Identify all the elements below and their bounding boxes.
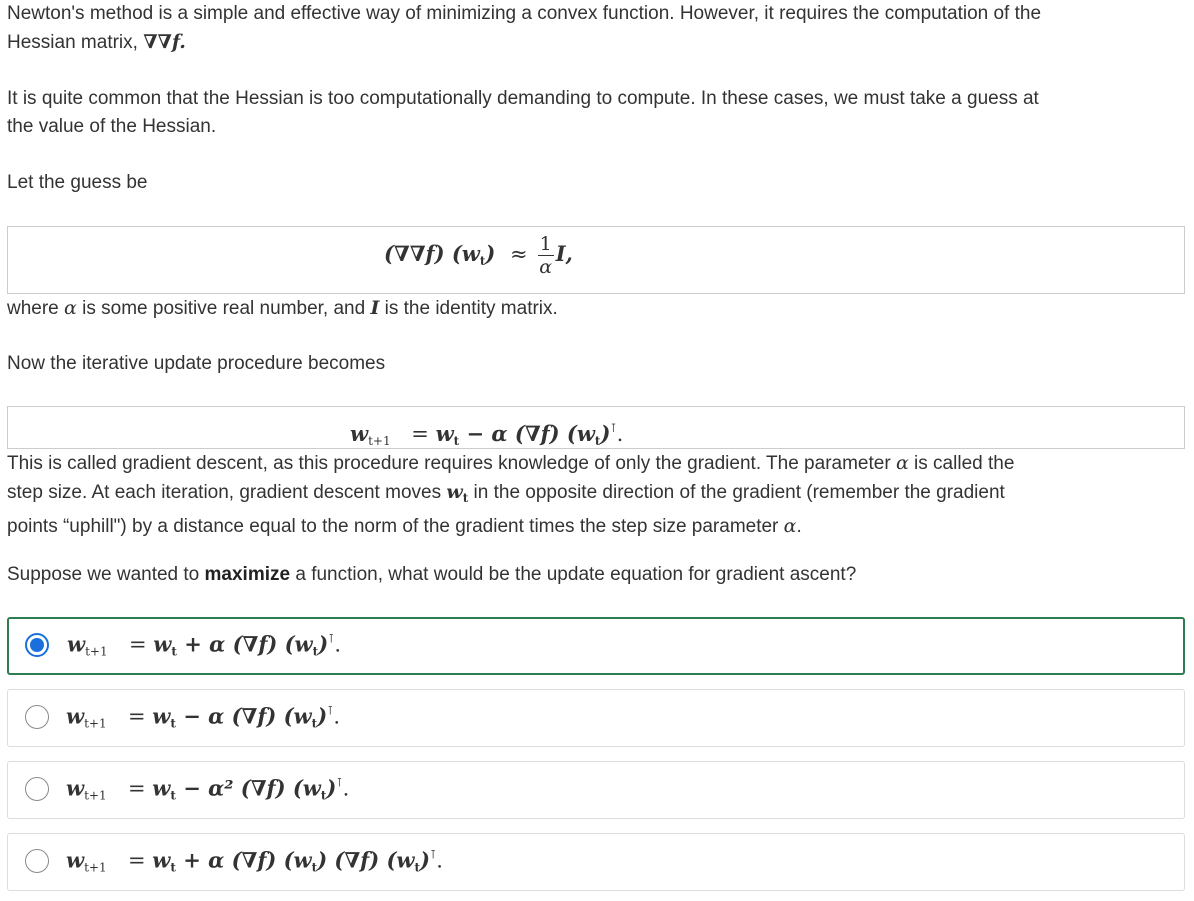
eq1-lhs-close: ) (485, 241, 496, 266)
opt2-sub2: t (311, 716, 318, 731)
opt4-tail: ) (420, 847, 430, 873)
radio-unselected-icon[interactable] (25, 705, 49, 729)
answer-option-2[interactable] (7, 689, 1185, 747)
opt2-w-sub: t (170, 716, 176, 731)
identity-symbol: I (370, 297, 380, 319)
where-text-b: is some positive real number, and (76, 298, 371, 319)
eq1-lhs: (∇∇f) (w (384, 241, 480, 266)
question-text-a: Suppose we wanted to (7, 564, 205, 585)
opt4-close: ) (∇f) (w (317, 847, 415, 873)
opt2-close: ) (317, 703, 328, 729)
gd-alpha-1: α (895, 452, 909, 474)
opt1-end: . (334, 632, 342, 657)
opt3-lhs: w (66, 775, 85, 801)
opt3-equals: = (128, 776, 153, 801)
opt3-w-sub: t (170, 788, 176, 803)
guess-text: Let the guess be (7, 172, 148, 193)
gd-w-symbol: w (446, 481, 463, 503)
opt2-w: w (152, 703, 171, 729)
eq2-lhs-sub: t+1 (368, 434, 391, 448)
opt3-transpose: ⊺ (336, 775, 343, 790)
opt4-sub2: t (311, 860, 318, 875)
opt4-equals: = (128, 848, 153, 873)
hessian-symbol: ∇∇f. (143, 31, 186, 53)
opt1-sub2: t (312, 644, 319, 659)
gd-alpha-2: α (783, 515, 797, 537)
eq1-lhs-sub: t (479, 254, 486, 268)
opt1-lhs-sub: t+1 (85, 644, 108, 659)
radio-unselected-icon[interactable] (25, 777, 49, 801)
opt4-lhs: w (66, 847, 85, 873)
opt4-w-sub: t (170, 860, 176, 875)
alpha-symbol: α (64, 297, 77, 319)
opt1-close: ) (318, 631, 329, 657)
option-4-equation (66, 841, 443, 882)
option-1-equation (67, 625, 341, 666)
radio-selected-icon[interactable] (25, 633, 49, 657)
answer-option-1[interactable] (7, 617, 1185, 675)
intro-line-2: Hessian matrix, (7, 32, 144, 53)
opt4-op: + α (∇f) (w (175, 847, 312, 873)
option-3-equation (66, 769, 349, 810)
question-text-b: a function, what would be the update equation for gradient ascent? (290, 564, 857, 585)
eq2-lhs: w (350, 421, 369, 446)
opt2-end: . (333, 704, 341, 729)
intro-line-1: Newton's method is a simple and effective way of minimizing a convex function. However, it requires the computation of the (7, 3, 1042, 24)
eq2-rhs-rest: − α (∇f) (w (459, 421, 595, 446)
hessian-approx-equation-box (7, 226, 1185, 294)
opt2-lhs-sub: t+1 (84, 716, 107, 731)
gd-line1-b: is called the (908, 453, 1015, 474)
guess-paragraph (7, 169, 1185, 197)
eq2-end: . (616, 422, 624, 446)
eq1-rhs: I, (555, 241, 573, 266)
eq1-frac-num: 1 (539, 233, 552, 255)
opt3-w: w (152, 775, 171, 801)
eq2-equals: = (411, 422, 436, 446)
opt1-lhs: w (67, 631, 86, 657)
eq2-rhs-sub: t (453, 434, 460, 448)
update-intro-text: Now the iterative update procedure becomes (7, 353, 386, 374)
where-text-c: is the identity matrix. (379, 298, 558, 319)
opt1-op: + α (∇f) (w (176, 631, 313, 657)
opt2-equals: = (128, 704, 153, 729)
hessian-approx-equation (384, 233, 573, 278)
opt4-w: w (152, 847, 171, 873)
where-paragraph (7, 294, 1185, 323)
eq2-rhs-close: ) (600, 421, 611, 446)
radio-unselected-icon[interactable] (25, 849, 49, 873)
opt3-end: . (342, 776, 350, 801)
descent-equation-box (7, 406, 1185, 449)
opt1-equals: = (129, 632, 154, 657)
opt2-op: − α (∇f) (w (175, 703, 312, 729)
opt1-w-sub: t (171, 644, 177, 659)
opt2-lhs: w (66, 703, 85, 729)
eq1-approx: ≈ (510, 242, 528, 266)
gradient-descent-paragraph (7, 449, 1185, 541)
gd-w-sub: t (462, 491, 469, 505)
opt1-w: w (153, 631, 172, 657)
opt3-lhs-sub: t+1 (84, 788, 107, 803)
hessian-cost-line-2: the value of the Hessian. (7, 116, 217, 137)
gd-line1-a: This is called gradient descent, as this procedure requires knowledge of only the gradient. The parameter (7, 453, 896, 474)
gd-line3-a: points “uphill") by a distance equal to the norm of the gradient times the step size parameter (7, 516, 784, 537)
hessian-cost-line-1: It is quite common that the Hessian is too computationally demanding to compute. In these cases, we must take a guess at (7, 88, 1039, 109)
opt3-op: − α² (∇f) (w (175, 775, 321, 801)
opt4-tail-sub: t (414, 860, 421, 875)
gd-line3-b: . (796, 516, 802, 537)
eq2-rhs-sub2: t (594, 434, 601, 448)
eq1-frac-den: α (539, 256, 553, 278)
eq2-transpose: ⊺ (610, 421, 617, 435)
intro-paragraph (7, 0, 1185, 57)
where-text-a: where (7, 298, 65, 319)
opt4-transpose: ⊺ (429, 847, 437, 862)
update-intro-paragraph (7, 350, 1185, 378)
answer-option-3[interactable] (7, 761, 1185, 819)
opt3-sub2: t (320, 788, 327, 803)
gd-line2-a: step size. At each iteration, gradient descent moves (7, 482, 447, 503)
answer-option-4[interactable] (7, 833, 1185, 891)
opt4-end: . (436, 848, 443, 873)
option-2-equation (66, 697, 340, 738)
eq2-rhs-w: w (435, 421, 454, 446)
gd-line2-b: in the opposite direction of the gradient (remember the gradient (468, 482, 1005, 503)
opt2-transpose: ⊺ (327, 703, 334, 718)
opt4-lhs-sub: t+1 (84, 860, 107, 875)
hessian-cost-paragraph (7, 85, 1185, 141)
opt3-close: ) (326, 775, 337, 801)
question-bold-word: maximize (204, 564, 291, 585)
question-prompt (7, 561, 1185, 589)
opt1-transpose: ⊺ (328, 631, 335, 646)
eq1-fraction (538, 233, 554, 278)
